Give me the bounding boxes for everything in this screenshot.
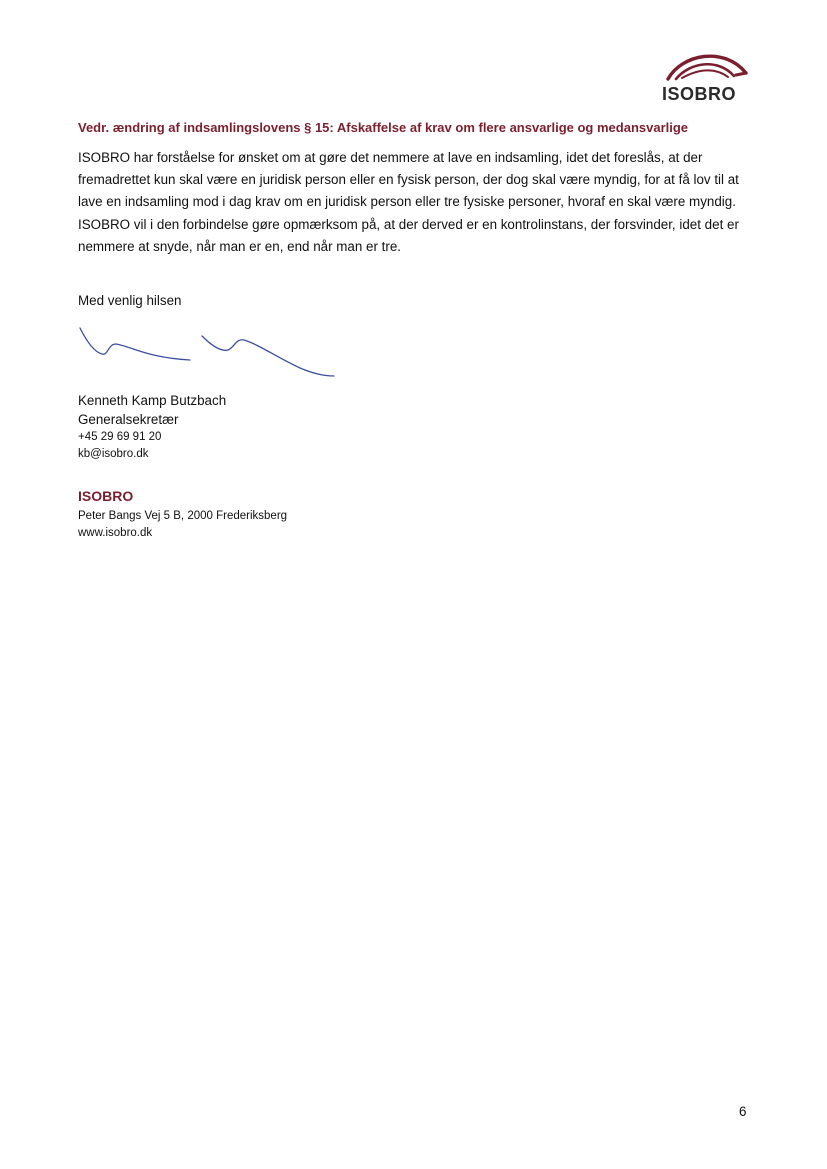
organization-name: ISOBRO: [78, 488, 134, 504]
signer-email: kb@isobro.dk: [78, 448, 149, 460]
signer-phone: +45 29 69 91 20: [78, 431, 162, 443]
organization-website: www.isobro.dk: [78, 527, 153, 539]
signer-title: Generalsekretær: [78, 412, 179, 427]
signer-name: Kenneth Kamp Butzbach: [78, 393, 227, 408]
letter-body: ISOBRO har forståelse for ønsket om at gøre det nemmere at lave en indsamling, idet det foreslås, at der fremadrettet kun skal være en juridisk person eller en fysisk person, der dog skal være myndig, for at få lov til at lave en indsamling mod i dag krav om en juridisk person eller tre fysiske personer, hvoraf en skal være myndig. ISOBRO vil i den forbindelse gøre opmærksom på, at der derved er en kontrolinstans, der forsvinder, idet det er nemmere at snyde, når man er en, end når man er tre.: [78, 150, 739, 254]
handwritten-signature: [78, 326, 340, 382]
page-number: 6: [739, 1104, 747, 1119]
closing-phrase: Med venlig hilsen: [78, 293, 182, 308]
letter-heading: Vedr. ændring af indsamlingslovens § 15: Afskaffelse af krav om flere ansvarlige og medansvarlige: [78, 120, 689, 135]
logo-text: ISOBRO: [662, 84, 737, 104]
organization-address: Peter Bangs Vej 5 B, 2000 Frederiksberg: [78, 510, 288, 522]
isobro-logo: [656, 44, 756, 106]
arch-logo-icon: [660, 48, 752, 84]
